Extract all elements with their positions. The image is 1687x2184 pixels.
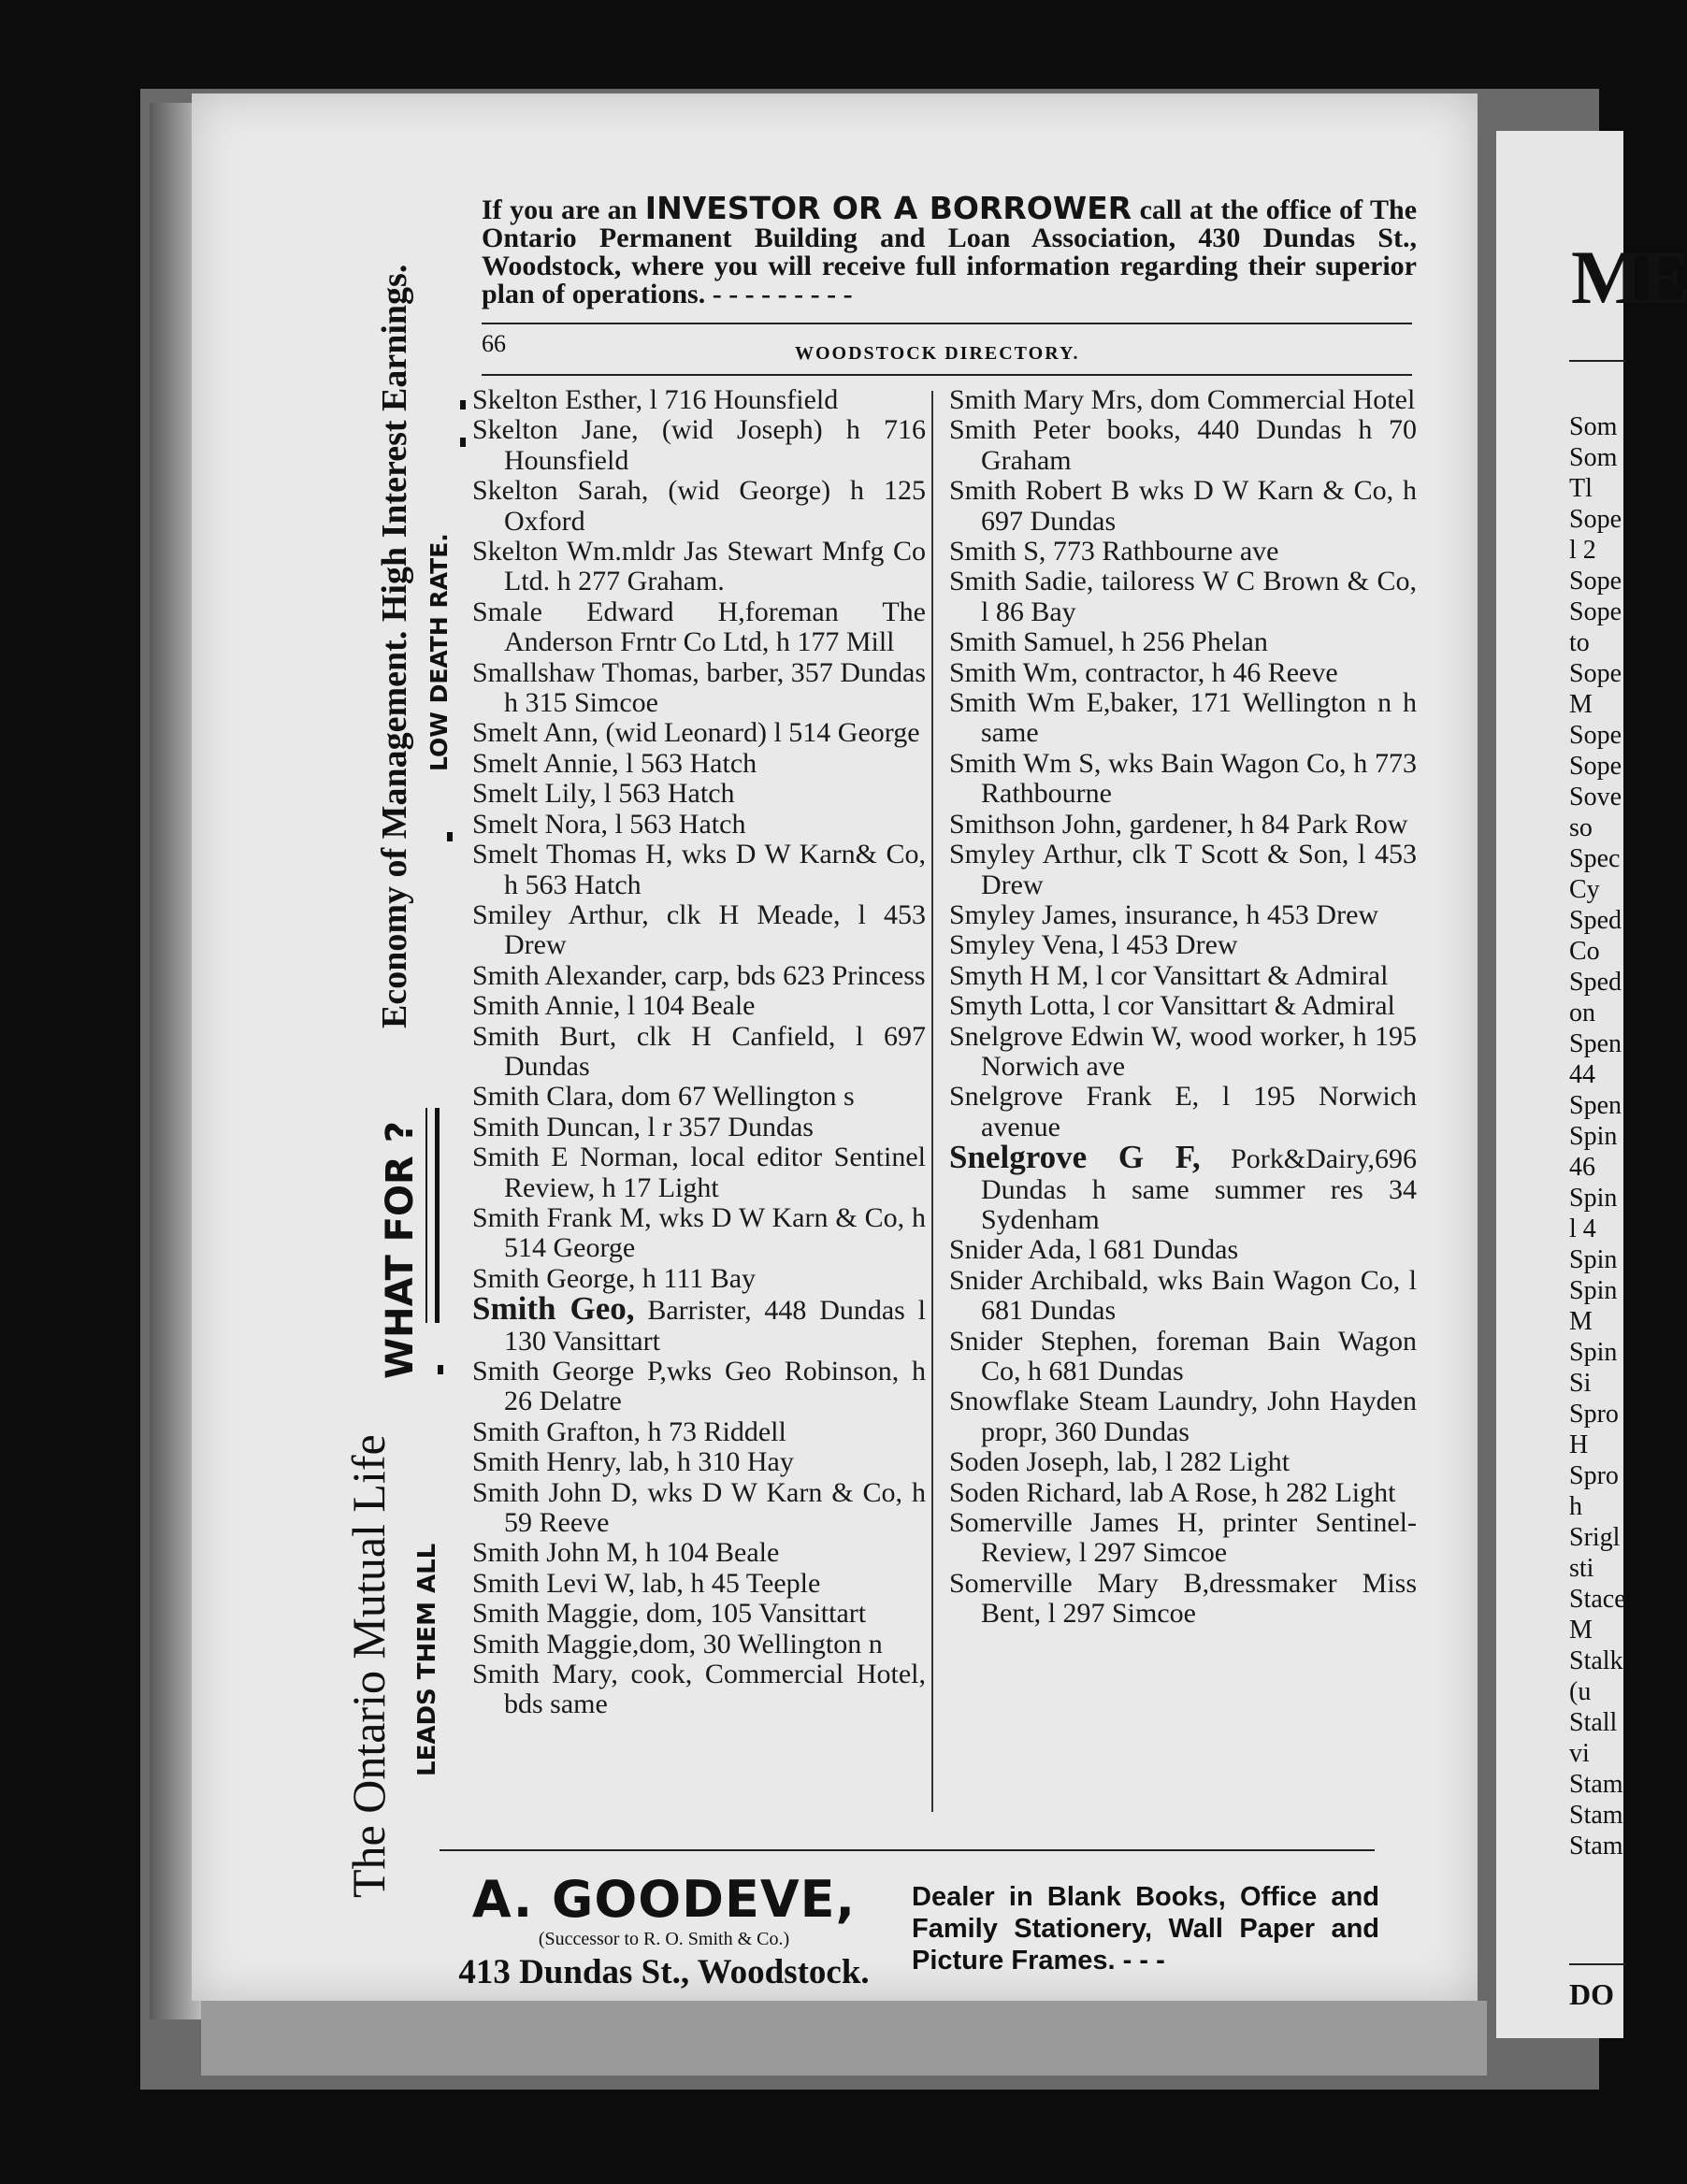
facing-page-line: Sove xyxy=(1569,783,1622,812)
goodeve-ad xyxy=(435,1870,893,1992)
directory-entry: Smith George, h 111 Bay xyxy=(472,1262,757,1294)
facing-page-line: Spro xyxy=(1569,1400,1619,1429)
facing-page-line: Srigl xyxy=(1569,1523,1621,1552)
entry-name-bold: Smith Geo, xyxy=(472,1290,635,1328)
directory-entry: Smelt Lily, l 563 Hatch xyxy=(472,778,735,810)
facing-page-rule xyxy=(1569,360,1625,362)
facing-page-line: Co xyxy=(1569,937,1600,966)
facing-page-line: so xyxy=(1569,813,1593,842)
facing-page-line: Sope xyxy=(1569,752,1622,781)
facing-page-line: M xyxy=(1569,1307,1593,1336)
facing-page-line: (u xyxy=(1569,1677,1592,1706)
directory-entry: Smelt Nora, l 563 Hatch xyxy=(472,808,746,840)
directory-entry: Smith Alexander, carp, bds 623 Princess xyxy=(472,959,926,991)
column-divider xyxy=(931,391,933,1812)
entry-details: Barrister, 448 Dundas l 130 Vansittart xyxy=(504,1295,926,1357)
dealer-description: Dealer in Blank Books, Office and Family Stationery, Wall Paper and Picture Frames. xyxy=(912,1882,1379,1976)
facing-page-line: Stall xyxy=(1569,1708,1618,1737)
directory-entry: Smith Maggie,dom, 30 Wellington n xyxy=(472,1628,883,1660)
directory-entry: Soden Richard, lab A Rose, h 282 Light xyxy=(949,1476,1396,1508)
directory-entry: Skelton Sarah, (wid George) h 125 Oxford xyxy=(472,475,926,537)
margin-mark xyxy=(447,832,453,841)
directory-entry: Smyley James, insurance, h 453 Drew xyxy=(949,898,1379,930)
header-rule-bottom xyxy=(482,374,1412,376)
directory-entry: Smith Grafton, h 73 Riddell xyxy=(472,1415,786,1447)
facing-page-line: M xyxy=(1569,1616,1593,1645)
directory-entry: Skelton Esther, l 716 Hounsfield xyxy=(472,384,839,415)
entry-details: Pork&Dairy,696 Dundas h same summer res 34 Sydenham xyxy=(981,1143,1417,1235)
bottom-rule xyxy=(440,1849,1375,1851)
directory-entry: Smyley Vena, l 453 Drew xyxy=(949,929,1238,961)
right-column xyxy=(949,385,1417,1630)
facing-page-heading: ME xyxy=(1571,235,1687,320)
dealer-dashes: - - - xyxy=(1122,1946,1165,1976)
facing-page-line: Som xyxy=(1569,443,1618,472)
directory-entry: Smith Peter books, 440 Dundas h 70 Graham xyxy=(949,414,1417,476)
directory-entry: Smith Frank M, wks D W Karn & Co, h 514 George xyxy=(472,1201,926,1264)
facing-page-line: Stace xyxy=(1569,1585,1626,1614)
facing-page-line: vi xyxy=(1569,1739,1590,1768)
facing-page-line: Sope xyxy=(1569,659,1622,688)
directory-entry: Smith John M, h 104 Beale xyxy=(472,1537,780,1569)
ad-dashes: - - - - - - - - - xyxy=(712,279,853,309)
ad-highlight: INVESTOR OR A BORROWER xyxy=(644,190,1132,226)
side-ad-bar xyxy=(425,1108,427,1323)
directory-entry: Smyley Arthur, clk T Scott & Son, l 453 Drew xyxy=(949,839,1417,900)
left-column xyxy=(472,385,926,1720)
entry-name-bold: Snelgrove G F, xyxy=(949,1139,1201,1176)
directory-entry: Smith Burt, clk H Canfield, l 697 Dundas xyxy=(472,1020,926,1082)
directory-entry: Smith Sadie, tailoress W C Brown & Co, l 86 Bay xyxy=(949,566,1417,627)
page-title: WOODSTOCK DIRECTORY. xyxy=(795,343,1080,364)
directory-entry: Smelt Thomas H, wks D W Karn& Co, h 563 Hatch xyxy=(472,839,926,900)
facing-page-line: on xyxy=(1569,999,1595,1027)
facing-page-line: Spin xyxy=(1569,1184,1618,1213)
facing-page-line: Spen xyxy=(1569,1029,1622,1058)
facing-page-lines xyxy=(1569,411,1626,1861)
facing-page-footer: DO xyxy=(1569,1977,1614,2011)
directory-entry: Smale Edward H,foreman The Anderson Frntr Co Ltd, h 177 Mill xyxy=(472,596,926,658)
directory-entry: Snider Archibald, wks Bain Wagon Co, l 681 Dundas xyxy=(949,1264,1417,1327)
directory-entry: Skelton Wm.mldr Jas Stewart Mnfg Co Ltd. h 277 Graham. xyxy=(472,536,926,597)
directory-entry-bold xyxy=(949,1139,1417,1235)
margin-mark xyxy=(438,1365,443,1374)
facing-page-line: Tl xyxy=(1569,474,1593,503)
facing-page-line: Spin xyxy=(1569,1122,1618,1151)
directory-entry: Smith Clara, dom 67 Wellington s xyxy=(472,1081,855,1113)
facing-page-rule xyxy=(1569,1963,1625,1965)
facing-page-line: Spin xyxy=(1569,1276,1618,1305)
facing-page-line: Stam xyxy=(1569,1801,1623,1830)
header-rule-top xyxy=(482,323,1412,324)
facing-page-line: M xyxy=(1569,690,1593,719)
directory-entry: Smith Henry, lab, h 310 Hay xyxy=(472,1446,794,1478)
directory-entry: Smith Annie, l 104 Beale xyxy=(472,990,756,1022)
facing-page-line: Spin xyxy=(1569,1245,1618,1274)
directory-entry: Smith George P,wks Geo Robinson, h 26 Delatre xyxy=(472,1356,926,1417)
directory-entry: Snider Ada, l 681 Dundas xyxy=(949,1234,1239,1266)
directory-entry: Smith Maggie, dom, 105 Vansittart xyxy=(472,1598,867,1630)
page-number: 66 xyxy=(482,330,506,357)
page-bottom-edge xyxy=(201,2001,1487,2076)
facing-page-line: Som xyxy=(1569,412,1618,441)
directory-entry: Soden Joseph, lab, l 282 Light xyxy=(949,1446,1290,1478)
directory-entry: Snowflake Steam Laundry, John Hayden propr, 360 Dundas xyxy=(949,1386,1417,1447)
directory-entry: Somerville Mary B,dressmaker Miss Bent, l 297 Simcoe xyxy=(949,1567,1417,1630)
directory-entry: Smyth H M, l cor Vansittart & Admiral xyxy=(949,959,1389,991)
directory-entry: Snider Stephen, foreman Bain Wagon Co, h 681 Dundas xyxy=(949,1325,1417,1387)
ad-intro: If you are an xyxy=(482,194,638,225)
directory-entry: Smith S, 773 Rathbourne ave xyxy=(949,536,1279,568)
facing-page-line: sti xyxy=(1569,1554,1594,1583)
directory-entry: Smith Robert B wks D W Karn & Co, h 697 Dundas xyxy=(949,475,1417,537)
directory-entry: Smith John D, wks D W Karn & Co, h 59 Reeve xyxy=(472,1476,926,1539)
ad-body: call at the office of The Ontario Permanent Building and Loan Association, 430 Dundas St., Woodstock, where you will receive full information regarding their superior plan of operations. xyxy=(482,194,1418,309)
directory-entry: Smith Wm E,baker, 171 Wellington n h same xyxy=(949,687,1417,749)
facing-page-line: Spen xyxy=(1569,1091,1622,1120)
directory-entry: Snelgrove Edwin W, wood worker, h 195 Norwich ave xyxy=(949,1020,1417,1082)
top-advertisement xyxy=(482,190,1418,309)
facing-page-line: Stam xyxy=(1569,1832,1623,1861)
directory-entry: Somerville James H, printer Sentinel-Review, l 297 Simcoe xyxy=(949,1507,1417,1569)
directory-entry: Smith Duncan, l r 357 Dundas xyxy=(472,1111,814,1142)
goodeve-dealer-text xyxy=(912,1881,1379,1976)
goodeve-name: A. GOODEVE, xyxy=(471,1870,857,1929)
facing-page-line: 46 xyxy=(1569,1153,1595,1182)
directory-entry: Smith Wm, contractor, h 46 Reeve xyxy=(949,656,1338,688)
facing-page-line: Spec xyxy=(1569,844,1621,873)
facing-page-line: l 4 xyxy=(1569,1214,1596,1243)
facing-page-line: Spro xyxy=(1569,1461,1619,1490)
side-ad-bar xyxy=(435,1108,440,1323)
directory-entry: Smallshaw Thomas, barber, 357 Dundas h 315 Simcoe xyxy=(472,656,926,719)
facing-page-line: Spin xyxy=(1569,1338,1618,1367)
side-ad-economy: Economy of Management. High Interest Earnings. xyxy=(375,264,414,1028)
directory-entry: Smith Wm S, wks Bain Wagon Co, h 773 Rathbourne xyxy=(949,747,1417,810)
margin-mark xyxy=(460,438,466,447)
side-ad-ontario-mutual: The Ontario Mutual Life xyxy=(342,1434,395,1898)
facing-page-line: Si xyxy=(1569,1369,1592,1398)
directory-entry: Smelt Ann, (wid Leonard) l 514 George xyxy=(472,717,920,749)
facing-page-line: l 2 xyxy=(1569,536,1596,565)
directory-entry: Smithson John, gardener, h 84 Park Row xyxy=(949,808,1408,840)
directory-entry: Smith Mary Mrs, dom Commercial Hotel xyxy=(949,384,1416,415)
directory-entry-bold xyxy=(472,1290,926,1357)
directory-entry: Smith E Norman, local editor Sentinel Review, h 17 Light xyxy=(472,1142,926,1203)
facing-page-line: Sped xyxy=(1569,906,1622,935)
directory-entry: Smyth Lotta, l cor Vansittart & Admiral xyxy=(949,990,1395,1022)
directory-entry: Smith Samuel, h 256 Phelan xyxy=(949,626,1268,658)
directory-entry: Skelton Jane, (wid Joseph) h 716 Hounsfield xyxy=(472,414,926,476)
facing-page-line: 44 xyxy=(1569,1060,1595,1089)
facing-page-line: Cy xyxy=(1569,875,1600,904)
facing-page-line: Sope xyxy=(1569,567,1622,596)
facing-page-line: h xyxy=(1569,1492,1582,1521)
side-ad-low-death-rate: LOW DEATH RATE. xyxy=(425,533,453,771)
facing-page-line: Sope xyxy=(1569,597,1622,626)
facing-page-line: Sope xyxy=(1569,505,1622,534)
side-ad-what-for: WHAT FOR ? xyxy=(379,1121,422,1379)
facing-page-line: H xyxy=(1569,1430,1589,1459)
margin-mark xyxy=(460,400,466,410)
directory-entry: Smelt Annie, l 563 Hatch xyxy=(472,747,757,779)
facing-page-edge xyxy=(1496,131,1687,2038)
facing-page-line: Sped xyxy=(1569,968,1622,997)
directory-entry: Snelgrove Frank E, l 195 Norwich avenue xyxy=(949,1081,1417,1142)
side-ad-leads-them-all: LEADS THEM ALL xyxy=(413,1543,441,1776)
goodeve-address: 413 Dundas St., Woodstock. xyxy=(458,1953,870,1991)
directory-entry: Smith Mary, cook, Commercial Hotel, bds same xyxy=(472,1659,926,1720)
directory-entry: Smith Levi W, lab, h 45 Teeple xyxy=(472,1567,821,1599)
facing-page-line: Stam xyxy=(1569,1770,1623,1799)
facing-page-line: Sope xyxy=(1569,721,1622,750)
goodeve-successor: (Successor to R. O. Smith & Co.) xyxy=(538,1929,790,1949)
facing-page-line: to xyxy=(1569,628,1590,657)
directory-entry: Smiley Arthur, clk H Meade, l 453 Drew xyxy=(472,898,926,961)
facing-page-line: Stalk xyxy=(1569,1646,1623,1675)
